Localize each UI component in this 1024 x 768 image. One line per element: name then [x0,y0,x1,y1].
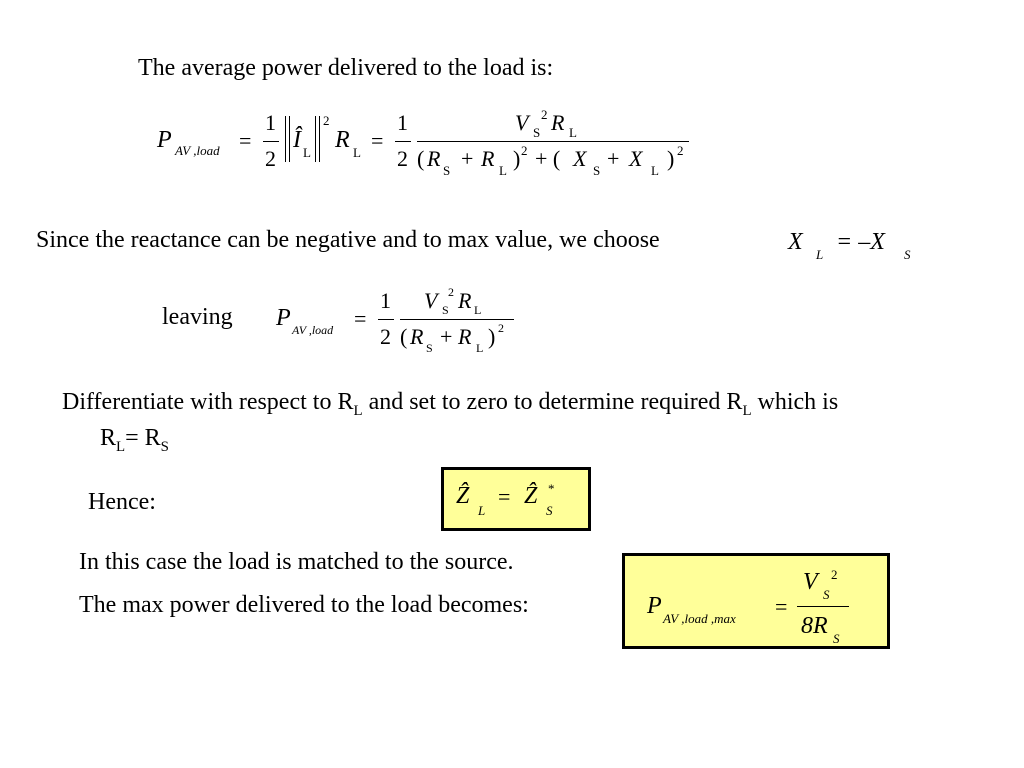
den-close-paren-2: ) [667,146,675,171]
hence-text: Hence: [88,489,156,515]
den-open-paren: ( [417,146,425,171]
choose-x: X [788,229,803,255]
max-num-v-sub: S [823,587,830,602]
differentiate-line-2 [100,426,169,455]
den-plus: + [461,146,474,171]
numerator-voltage: V [515,110,529,135]
leaving-den-rs: R [410,324,424,349]
den-rl-subscript: L [499,163,507,178]
half-numerator: 1 [265,110,276,135]
den-rl: R [481,146,495,171]
leaving-half-num: 1 [380,288,391,313]
intro-text: The average power delivered to the load is: [138,55,554,81]
leaving-half-den: 2 [380,324,391,349]
max-den-sub: S [833,631,840,646]
diff-line2-b: = R [125,425,161,451]
leaving-p-subscript: AV ,load [292,323,334,337]
numerator-voltage-subscript: S [533,125,541,140]
leaving-den-plus: + [440,324,453,349]
match-z-s-sub: S [546,503,553,518]
leaving-den-rs-sub: S [426,341,433,355]
equals-sign-2: = [371,128,384,153]
max-power-box [622,553,890,649]
matched-impedance-box [441,467,591,531]
leaving-text: leaving [162,304,233,330]
differentiate-line-1 [62,390,838,419]
leaving-num-v: V [424,288,438,313]
leaving-equation [276,286,526,358]
power-symbol: P [157,127,172,153]
max-equals: = [775,594,788,619]
numerator-voltage-exponent: 2 [541,107,548,122]
leaving-num-v-exp: 2 [448,285,454,299]
diff-sub-l: L [353,402,363,419]
match-z-l: Ẑ [456,483,470,509]
match-equals: = [498,484,511,509]
max-p-sub: AV ,load ,max [663,611,736,626]
half-denominator-2: 2 [397,146,408,171]
den-plus-open: + ( [535,146,561,171]
den-xs: X [573,146,587,171]
numerator-resistance-subscript: L [569,125,577,140]
den-plus-2: + [607,146,620,171]
numerator-resistance: R [551,110,565,135]
den-rs-subscript: S [443,163,451,178]
max-p: P [647,593,662,619]
den-close-exponent: 2 [521,143,528,158]
leaving-den-close: ) [488,324,496,349]
max-num-v: V [803,569,818,595]
half-denominator: 2 [265,146,276,171]
load-resistance: R [335,127,350,153]
diff-text-1: Differentiate with respect to R [62,389,354,415]
diff-line2-sub-l: L [116,438,126,455]
leaving-num-r-sub: L [474,303,482,317]
leaving-equals: = [354,306,367,331]
diff-line2-sub-s: S [160,438,169,455]
leaving-den-rl: R [458,324,472,349]
current-subscript: L [303,145,311,160]
den-xl-subscript: L [651,163,659,178]
choose-x-subscript: L [816,247,824,262]
max-num-v-exp: 2 [831,567,838,582]
leaving-num-r: R [458,288,472,313]
match-z-s: Ẑ [524,483,538,509]
leaving-den-exp: 2 [498,321,504,335]
leaving-den-open: ( [400,324,408,349]
power-subscript: AV ,load [175,143,220,158]
choose-neg-x: = –X [836,229,885,255]
match-star: * [548,481,555,496]
match-z-l-sub: L [478,503,486,518]
equals-sign: = [239,128,252,153]
den-xs-subscript: S [593,163,601,178]
max-power-text: The max power delivered to the load becomes: [79,592,529,618]
leaving-den-rl-sub: L [476,341,484,355]
load-resistance-subscript: L [353,145,361,160]
average-power-equation [155,108,695,178]
diff-text-2: and set to zero to determine required R [362,389,743,415]
current-symbol: Î [293,127,301,153]
den-close-exponent-2: 2 [677,143,684,158]
since-text: Since the reactance can be negative and to max value, we choose [36,227,660,253]
matched-text: In this case the load is matched to the source. [79,549,514,575]
diff-text-3: which is [751,389,839,415]
den-rs: R [427,146,441,171]
choose-neg-x-subscript: S [904,247,911,262]
leaving-num-v-sub: S [442,303,449,317]
current-exponent: 2 [323,113,330,128]
den-xl: X [629,146,643,171]
den-close-paren: ) [513,146,521,171]
half-numerator-2: 1 [397,110,408,135]
diff-sub-l-2: L [742,402,752,419]
diff-line2-a: R [100,425,117,451]
max-den: 8R [801,613,828,639]
choose-equation [788,226,928,262]
leaving-p: P [276,305,291,331]
